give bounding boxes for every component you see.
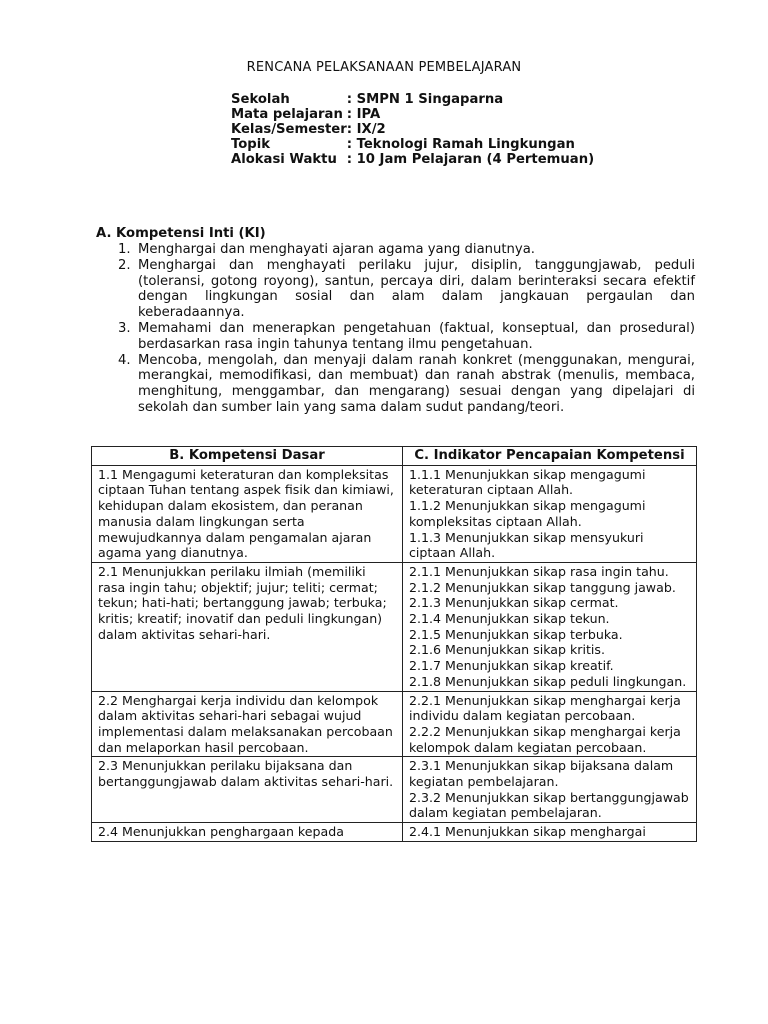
indicator-item: 1.1.1 Menunjukkan sikap mengagumi keteraturan ciptaan Allah. [409,466,646,498]
list-item-text: Memahami dan menerapkan pengetahuan (faktual, konseptual, dan prosedural) berdasarkan rasa ingin tahunya tentang ilmu pengetahuan. [138,320,695,352]
identity-table [231,92,671,167]
kompetensi-dasar-cell: 2.1 Menunjukkan perilaku ilmiah (memiliki rasa ingin tahu; objektif; jujur; teliti; cermat; tekun; hati-hati; bertanggung jawab; terbuka; kritis; kreatif; inovatif dan peduli lingkungan) dalam aktivitas sehari-hari. [92,562,403,691]
indicator-item: 2.1.2 Menunjukkan sikap tanggung jawab. [409,579,676,595]
table-row [92,562,697,691]
list-item [118,258,695,321]
identity-value: : Teknologi Ramah Lingkungan [346,137,575,152]
indikator-cell [403,823,697,842]
indicator-item: 2.3.2 Menunjukkan sikap bertanggungjawab dalam kegiatan pembelajaran. [409,789,689,821]
section-a-heading: A. Kompetensi Inti (KI) [96,226,266,241]
indicator-item: 2.2.1 Menunjukkan sikap menghargai kerja individu dalam kegiatan percobaan. [409,692,681,724]
list-item-number: 2. [118,257,131,273]
list-item-number: 1. [118,242,131,257]
list-item-number: 3. [118,320,131,336]
indicator-item: 2.1.1 Menunjukkan sikap rasa ingin tahu. [409,563,669,579]
table-row [92,691,697,757]
identity-value: : 10 Jam Pelajaran (4 Pertemuan) [346,152,595,167]
identity-value: : IX/2 [346,122,386,137]
indicator-item: 2.3.1 Menunjukkan sikap bijaksana dalam kegiatan pembelajaran. [409,758,674,790]
identity-value: : IPA [346,107,381,122]
table-header-row [92,447,697,466]
identity-row [231,152,671,167]
indicator-item: 2.1.6 Menunjukkan sikap kritis. [409,642,605,658]
indicator-item: 1.1.2 Menunjukkan sikap mengagumi kompleksitas ciptaan Allah. [409,498,646,529]
table-row [92,465,697,562]
page-title: RENCANA PELAKSANAAN PEMBELAJARAN [246,60,522,75]
indikator-cell [403,691,697,757]
identity-row [231,92,671,107]
table-row [92,823,697,842]
indicator-item: 2.1.8 Menunjukkan sikap peduli lingkungan. [409,673,687,689]
list-item [118,321,695,353]
indicator-item: 2.1.4 Menunjukkan sikap tekun. [409,611,610,627]
identity-row [231,107,671,122]
list-item [118,353,695,416]
kompetensi-dasar-cell: 1.1 Mengagumi keteraturan dan kompleksitas ciptaan Tuhan tentang aspek fisik dan kimiawi, kehidupan dalam ekosistem, dan peranan manusia dalam lingkungan serta mewujudkannya dalam pengamalan ajaran agama yang dianutnya. [92,465,403,562]
list-item-text: Mencoba, mengolah, dan menyaji dalam ranah konkret (menggunakan, mengurai, merangkai, memodifikasi, dan membuat) dan ranah abstrak (menulis, membaca, menghitung, menggambar, dan mengarang) sesuai dengan yang dipelajari di sekolah dan sumber lain yang sama dalam sudut pandang/teori. [138,352,695,415]
identity-key: Sekolah [231,92,290,107]
kompetensi-dasar-cell: 2.4 Menunjukkan penghargaan kepada [92,823,403,842]
indicator-item: 2.1.3 Menunjukkan sikap cermat. [409,595,619,611]
indicator-item: 2.1.7 Menunjukkan sikap kreatif. [409,658,614,674]
identity-key: Mata pelajaran [231,107,343,122]
indicator-item: 2.2.2 Menunjukkan sikap menghargai kerja kelompok dalam kegiatan percobaan. [409,723,681,755]
list-item-number: 4. [118,352,131,368]
competency-table [91,446,697,842]
indicator-item: 2.4.1 Menunjukkan sikap menghargai [409,824,646,840]
identity-row [231,137,671,152]
header-kompetensi-dasar: B. Kompetensi Dasar [92,447,403,466]
indicator-item: 2.1.5 Menunjukkan sikap terbuka. [409,626,623,642]
identity-key: Topik [231,137,271,152]
indikator-cell [403,757,697,823]
indicator-item: 1.1.3 Menunjukkan sikap mensyukuri ciptaan Allah. [409,529,644,561]
table-row [92,757,697,823]
list-item-text: Menghargai dan menghayati ajaran agama yang dianutnya. [138,242,535,257]
list-item [118,242,695,258]
kompetensi-dasar-cell: 2.3 Menunjukkan perilaku bijaksana dan bertanggungjawab dalam aktivitas sehari-hari. [92,757,403,823]
kompetensi-dasar-cell: 2.2 Menghargai kerja individu dan kelompok dalam aktivitas sehari-hari sebagai wujud implementasi dalam melaksanakan percobaan dan melaporkan hasil percobaan. [92,691,403,757]
identity-value: : SMPN 1 Singaparna [346,92,504,107]
kompetensi-inti-list [118,242,695,416]
identity-row [231,122,671,137]
indikator-cell [403,562,697,691]
indikator-cell [403,465,697,562]
identity-key: Kelas/Semester [231,122,347,137]
list-item-text: Menghargai dan menghayati perilaku jujur, disiplin, tanggungjawab, peduli (toleransi, gotong royong), santun, percaya diri, dalam berinteraksi secara efektif dengan lingkungan sosial dan alam dalam jangkauan pergaulan dan keberadaannya. [138,257,695,321]
header-indikator: C. Indikator Pencapaian Kompetensi [403,447,697,466]
identity-key: Alokasi Waktu [231,152,337,167]
